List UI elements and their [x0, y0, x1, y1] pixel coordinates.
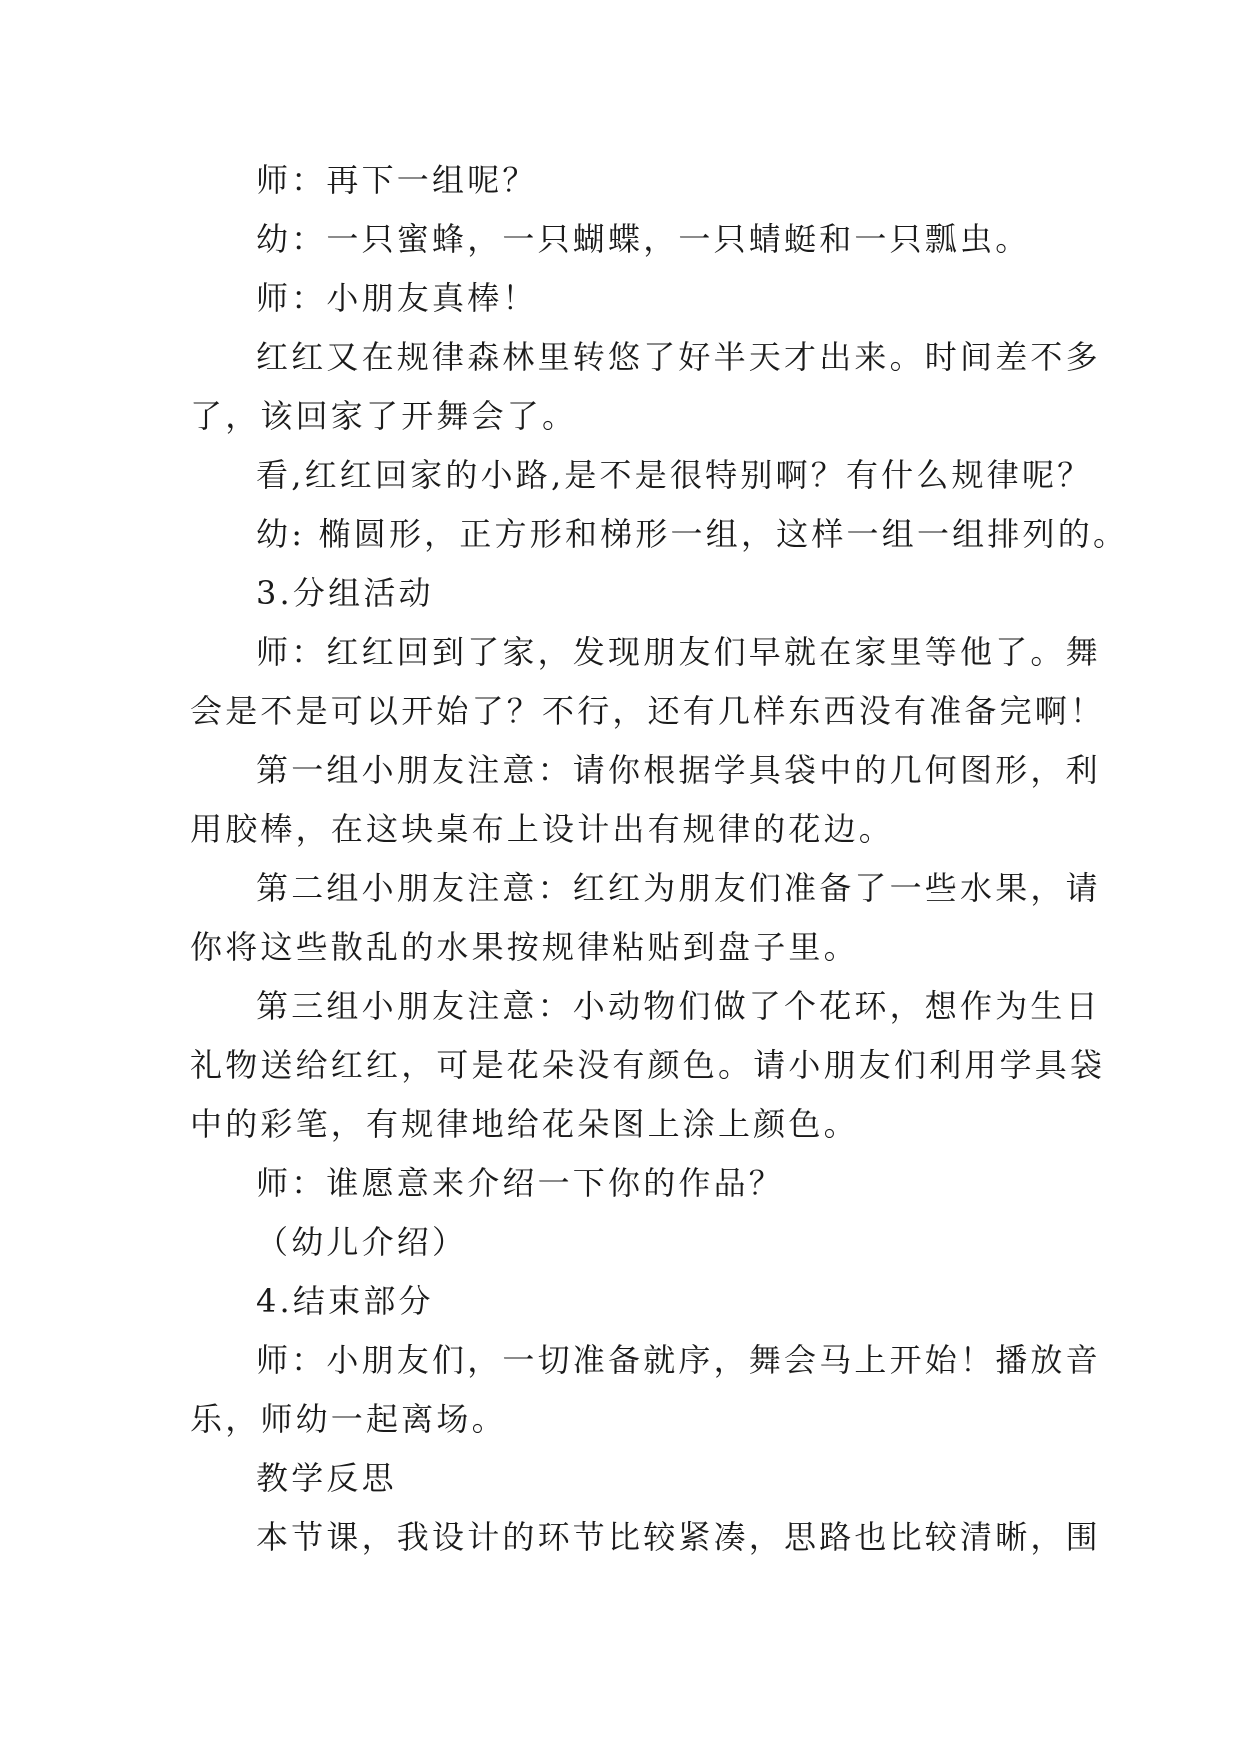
text-line: 本节课，我设计的环节比较紧凑，思路也比较清晰，围	[256, 1518, 1101, 1556]
text-line: 师：小朋友真棒！	[256, 279, 538, 317]
text-line: 师：再下一组呢？	[256, 161, 538, 199]
text-line: 你将这些散乱的水果按规律粘贴到盘子里。	[190, 928, 859, 966]
text-line: 用胶棒，在这块桌布上设计出有规律的花边。	[190, 810, 895, 848]
text-line: 幼: 椭圆形，正方形和梯形一组，这样一组一组排列的。	[256, 515, 1129, 553]
text-line: 师：谁愿意来介绍一下你的作品？	[256, 1164, 785, 1202]
text-line: 第三组小朋友注意：小动物们做了个花环，想作为生日	[256, 987, 1101, 1025]
text-line: 看,红红回家的小路,是不是很特别啊？有什么规律呢？	[256, 456, 1093, 494]
text-line: 乐，师幼一起离场。	[190, 1400, 507, 1438]
text-line: 红红又在规律森林里转悠了好半天才出来。时间差不多	[256, 338, 1101, 376]
text-line: 会是不是可以开始了？不行，还有几样东西没有准备完啊！	[190, 692, 1106, 730]
text-line: 了，该回家了开舞会了。	[190, 397, 578, 435]
text-line: （幼儿介绍）	[256, 1223, 468, 1261]
text-line: 师：红红回到了家，发现朋友们早就在家里等他了。舞	[256, 633, 1101, 671]
text-line: 幼：一只蜜蜂，一只蝴蝶，一只蜻蜓和一只瓢虫。	[256, 220, 1031, 258]
text-line: 中的彩笔，有规律地给花朵图上涂上颜色。	[190, 1105, 859, 1143]
text-line: 师：小朋友们，一切准备就序，舞会马上开始！播放音	[256, 1341, 1101, 1379]
section-heading: 3.分组活动	[256, 574, 434, 612]
text-line: 第一组小朋友注意：请你根据学具袋中的几何图形，利	[256, 751, 1101, 789]
text-line: 礼物送给红红，可是花朵没有颜色。请小朋友们利用学具袋	[190, 1046, 1106, 1084]
section-heading: 4.结束部分	[256, 1282, 434, 1320]
section-heading: 教学反思	[256, 1459, 397, 1497]
text-line: 第二组小朋友注意：红红为朋友们准备了一些水果，请	[256, 869, 1101, 907]
